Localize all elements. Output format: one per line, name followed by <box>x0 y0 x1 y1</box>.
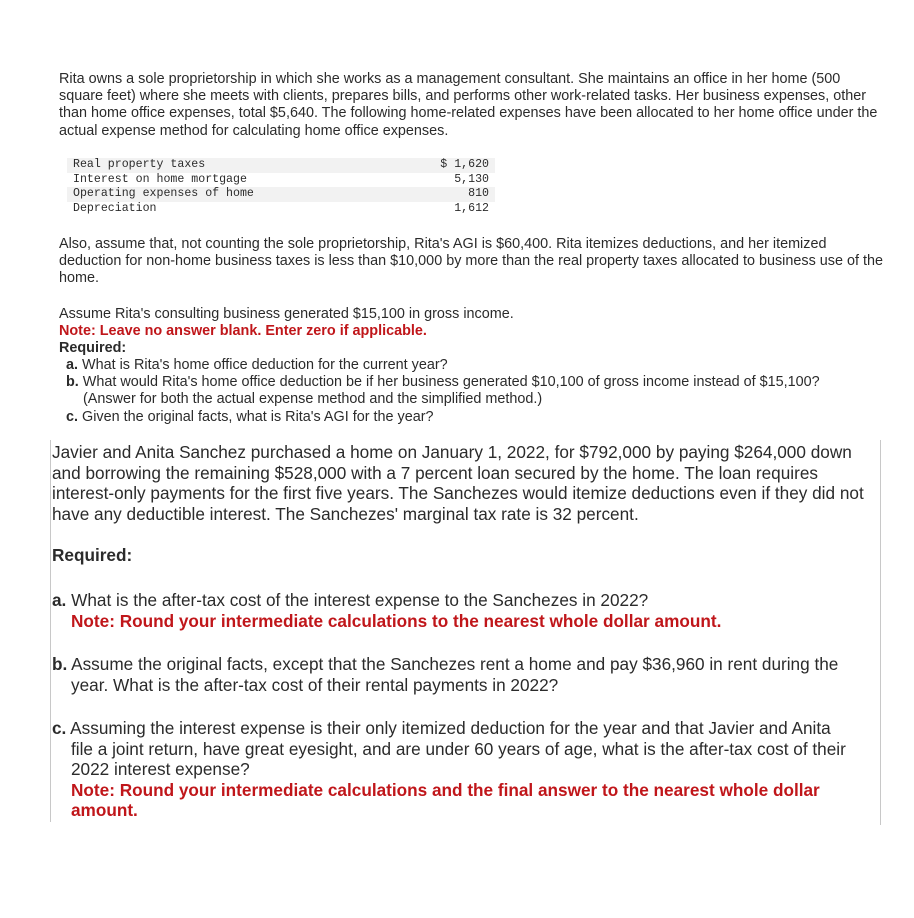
question-text: What is the after-tax cost of the interest expense to the Sanchezes in 2022? <box>71 590 649 610</box>
problem1-question-b <box>66 374 886 408</box>
question-letter: a. <box>66 357 79 373</box>
question-letter: c. <box>66 409 79 425</box>
problem1-question-a <box>66 357 886 374</box>
question-text: Assuming the interest expense is their only itemized deduction for the year and that Javier and Anita <box>70 718 831 738</box>
problem1-assume: Assume Rita's consulting business generated $15,100 in gross income. <box>59 306 514 322</box>
expense-amount: 810 <box>375 187 495 202</box>
table-row <box>67 158 495 173</box>
problem1-required: Required: <box>59 340 127 356</box>
expense-amount: $ 1,620 <box>375 158 495 173</box>
question-text: What would Rita's home office deduction be if her business generated $10,100 of gross income instead of $15,100? <box>82 374 820 390</box>
question-text: Given the original facts, what is Rita's AGI for the year? <box>82 409 434 425</box>
problem1-note: Note: Leave no answer blank. Enter zero if applicable. <box>59 323 427 339</box>
expense-label: Operating expenses of home <box>67 187 375 202</box>
left-divider <box>50 440 51 822</box>
question-letter: b. <box>52 654 68 674</box>
expense-amount: 1,612 <box>454 201 489 215</box>
question-letter: c. <box>52 718 67 738</box>
question-text-cont: year. What is the after-tax cost of their rental payments in 2022? <box>71 674 559 695</box>
problem1-intro: Rita owns a sole proprietorship in which she works as a management consultant. She maintains an office in her home (500 square feet) where she meets with clients, prepares bills, and performs other work-related tasks. Her business expenses, other than home office expenses, total $5,640. The following home-related expenses have been allocated to her home office under the actual expense method for calculating home office expenses. <box>59 71 878 139</box>
table-row <box>67 202 495 217</box>
question-text: What is Rita's home office deduction for the current year? <box>82 357 448 373</box>
problem2-question-c <box>52 718 878 821</box>
problem2-required <box>52 545 878 566</box>
question-letter: a. <box>52 590 67 610</box>
table-row <box>67 187 495 202</box>
question-text: Assume the original facts, except that the Sanchezes rent a home and pay $36,960 in rent during the <box>71 654 839 674</box>
expense-table <box>67 158 495 216</box>
expense-label: Interest on home mortgage <box>73 172 247 186</box>
question-note: Note: Round your intermediate calculations to the nearest whole dollar amount. <box>71 610 722 631</box>
problem1-also: Also, assume that, not counting the sole proprietorship, Rita's AGI is $60,400. Rita itemizes deductions, and her itemized deduction for non-home business taxes is less than $10,000 by more than the real property taxes allocated to business use of the home. <box>59 236 883 287</box>
problem2-question-a <box>52 590 878 631</box>
required-label: Required: <box>52 545 133 565</box>
expense-label: Depreciation <box>73 201 157 215</box>
problem2-question-b <box>52 654 878 695</box>
expense-amount: 5,130 <box>454 172 489 186</box>
question-text-cont: (Answer for both the actual expense method and the simplified method.) <box>83 391 543 408</box>
question-text-cont: file a joint return, have great eyesight, and are under 60 years of age, what is the after-tax cost of their 2022 interest expense? <box>71 738 846 780</box>
question-letter: b. <box>66 374 79 390</box>
problem2-intro: Javier and Anita Sanchez purchased a home on January 1, 2022, for $792,000 by paying $264,000 down and borrowing the remaining $528,000 with a 7 percent loan secured by the home. The loan requires interest-only payments for the first five years. The Sanchezes would itemize deductions even if they did not have any deductible interest. The Sanchezes' marginal tax rate is 32 percent. <box>52 442 864 524</box>
question-note: Note: Round your intermediate calculations and the final answer to the nearest whole dollar amount. <box>71 779 820 821</box>
table-row <box>67 173 495 188</box>
expense-label: Real property taxes <box>67 158 375 173</box>
problem1-question-c <box>66 409 886 426</box>
right-divider <box>880 440 881 825</box>
